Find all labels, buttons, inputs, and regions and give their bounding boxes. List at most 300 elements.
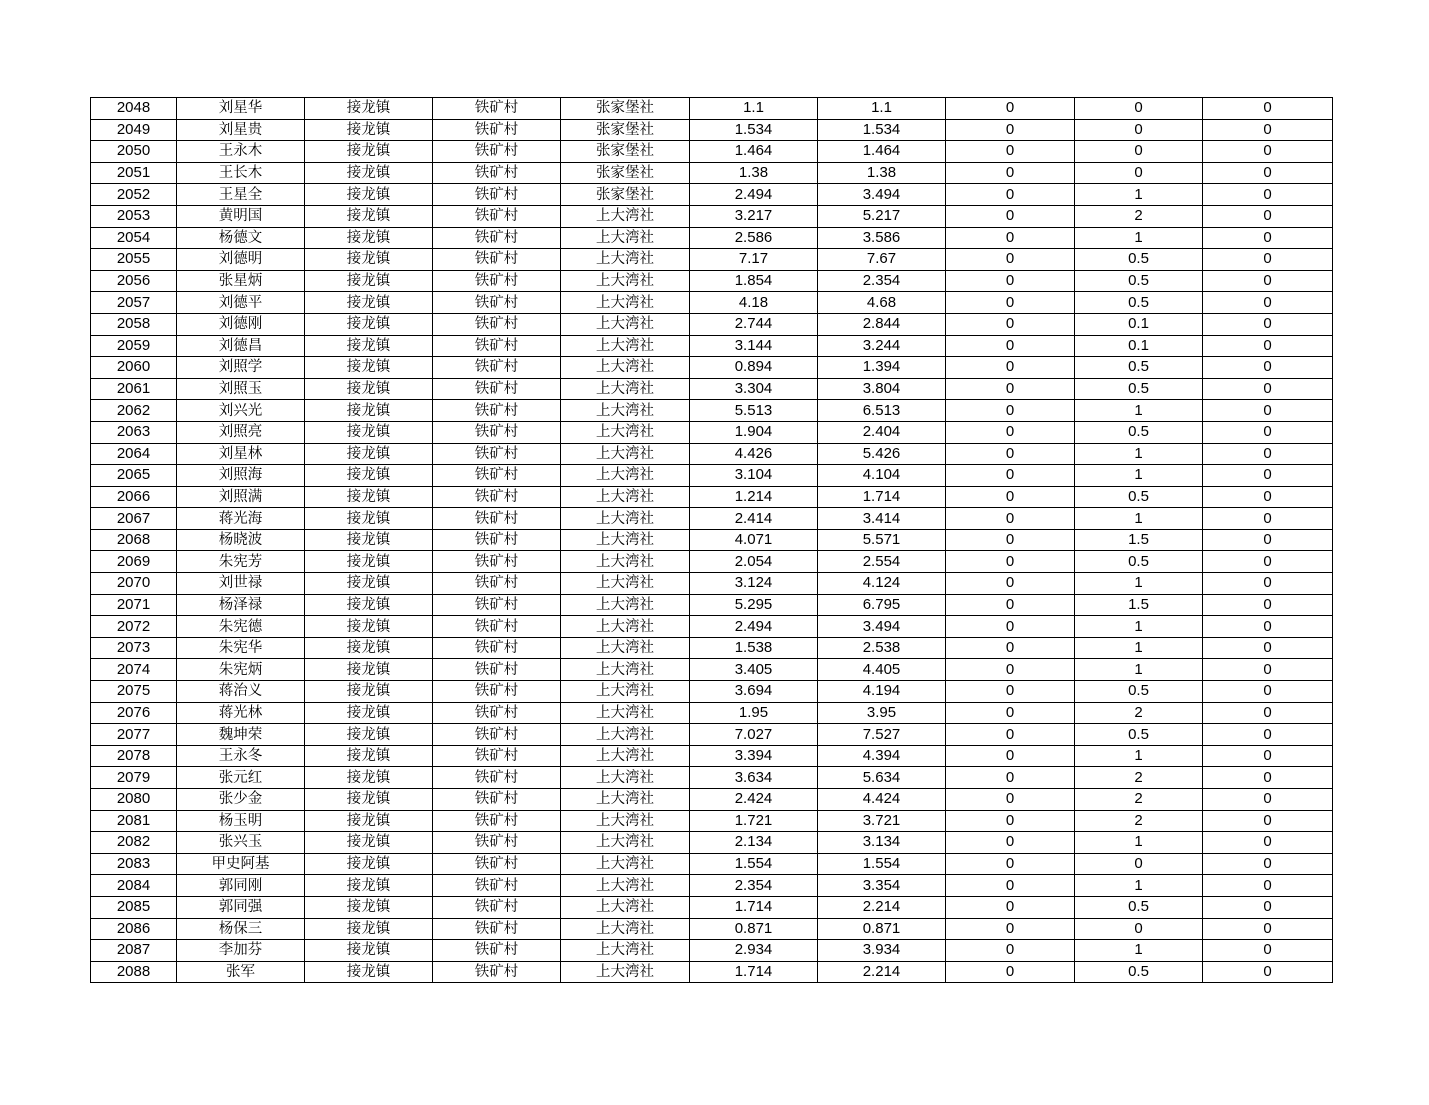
value4-cell: 0.5 xyxy=(1075,357,1203,379)
value5-cell: 0 xyxy=(1203,529,1333,551)
value5-cell: 0 xyxy=(1203,335,1333,357)
row-number-cell: 2077 xyxy=(91,724,177,746)
row-number-cell: 2079 xyxy=(91,767,177,789)
village-cell: 铁矿村 xyxy=(433,335,561,357)
name-cell: 魏坤荣 xyxy=(177,724,305,746)
value4-cell: 0.5 xyxy=(1075,681,1203,703)
value3-cell: 0 xyxy=(946,573,1075,595)
town-cell: 接龙镇 xyxy=(305,119,433,141)
row-number-cell: 2058 xyxy=(91,313,177,335)
group-cell: 上大湾社 xyxy=(561,335,690,357)
table-row xyxy=(91,249,1333,271)
row-number-cell: 2054 xyxy=(91,227,177,249)
value3-cell: 0 xyxy=(946,508,1075,530)
village-cell: 铁矿村 xyxy=(433,465,561,487)
value5-cell: 0 xyxy=(1203,896,1333,918)
group-cell: 上大湾社 xyxy=(561,249,690,271)
value3-cell: 0 xyxy=(946,292,1075,314)
name-cell: 刘德明 xyxy=(177,249,305,271)
value2-cell: 1.714 xyxy=(818,486,946,508)
value3-cell: 0 xyxy=(946,853,1075,875)
name-cell: 李加芬 xyxy=(177,940,305,962)
group-cell: 上大湾社 xyxy=(561,724,690,746)
name-cell: 刘世禄 xyxy=(177,573,305,595)
table-row xyxy=(91,702,1333,724)
value1-cell: 4.071 xyxy=(690,529,818,551)
group-cell: 上大湾社 xyxy=(561,421,690,443)
value1-cell: 0.871 xyxy=(690,918,818,940)
table-row xyxy=(91,292,1333,314)
town-cell: 接龙镇 xyxy=(305,767,433,789)
value4-cell: 0 xyxy=(1075,141,1203,163)
table-row xyxy=(91,508,1333,530)
name-cell: 朱宪芳 xyxy=(177,551,305,573)
village-cell: 铁矿村 xyxy=(433,313,561,335)
group-cell: 上大湾社 xyxy=(561,357,690,379)
value2-cell: 3.721 xyxy=(818,810,946,832)
value2-cell: 6.513 xyxy=(818,400,946,422)
table-row xyxy=(91,875,1333,897)
value2-cell: 7.67 xyxy=(818,249,946,271)
value2-cell: 2.404 xyxy=(818,421,946,443)
row-number-cell: 2073 xyxy=(91,637,177,659)
name-cell: 刘德昌 xyxy=(177,335,305,357)
value4-cell: 2 xyxy=(1075,702,1203,724)
value4-cell: 1 xyxy=(1075,659,1203,681)
name-cell: 张元红 xyxy=(177,767,305,789)
value1-cell: 1.554 xyxy=(690,853,818,875)
value4-cell: 0.5 xyxy=(1075,249,1203,271)
value3-cell: 0 xyxy=(946,659,1075,681)
value2-cell: 2.214 xyxy=(818,896,946,918)
town-cell: 接龙镇 xyxy=(305,335,433,357)
value5-cell: 0 xyxy=(1203,421,1333,443)
value3-cell: 0 xyxy=(946,875,1075,897)
town-cell: 接龙镇 xyxy=(305,896,433,918)
value4-cell: 0.5 xyxy=(1075,270,1203,292)
value2-cell: 6.795 xyxy=(818,594,946,616)
value1-cell: 1.1 xyxy=(690,98,818,120)
group-cell: 张家堡社 xyxy=(561,141,690,163)
group-cell: 上大湾社 xyxy=(561,205,690,227)
value2-cell: 4.68 xyxy=(818,292,946,314)
town-cell: 接龙镇 xyxy=(305,551,433,573)
value3-cell: 0 xyxy=(946,551,1075,573)
name-cell: 杨晓波 xyxy=(177,529,305,551)
table-row xyxy=(91,141,1333,163)
value2-cell: 4.424 xyxy=(818,789,946,811)
village-cell: 铁矿村 xyxy=(433,184,561,206)
row-number-cell: 2088 xyxy=(91,961,177,983)
village-cell: 铁矿村 xyxy=(433,508,561,530)
name-cell: 王永木 xyxy=(177,141,305,163)
value3-cell: 0 xyxy=(946,98,1075,120)
town-cell: 接龙镇 xyxy=(305,98,433,120)
name-cell: 蒋光海 xyxy=(177,508,305,530)
value4-cell: 2 xyxy=(1075,810,1203,832)
row-number-cell: 2067 xyxy=(91,508,177,530)
table-row xyxy=(91,529,1333,551)
name-cell: 王星全 xyxy=(177,184,305,206)
village-cell: 铁矿村 xyxy=(433,270,561,292)
value2-cell: 4.194 xyxy=(818,681,946,703)
town-cell: 接龙镇 xyxy=(305,940,433,962)
table-row xyxy=(91,616,1333,638)
village-cell: 铁矿村 xyxy=(433,853,561,875)
value5-cell: 0 xyxy=(1203,724,1333,746)
row-number-cell: 2083 xyxy=(91,853,177,875)
town-cell: 接龙镇 xyxy=(305,702,433,724)
table-row xyxy=(91,227,1333,249)
value2-cell: 2.354 xyxy=(818,270,946,292)
value4-cell: 0.5 xyxy=(1075,551,1203,573)
name-cell: 刘星林 xyxy=(177,443,305,465)
name-cell: 朱宪德 xyxy=(177,616,305,638)
town-cell: 接龙镇 xyxy=(305,486,433,508)
value5-cell: 0 xyxy=(1203,745,1333,767)
village-cell: 铁矿村 xyxy=(433,767,561,789)
town-cell: 接龙镇 xyxy=(305,918,433,940)
name-cell: 刘星华 xyxy=(177,98,305,120)
row-number-cell: 2081 xyxy=(91,810,177,832)
village-cell: 铁矿村 xyxy=(433,292,561,314)
value3-cell: 0 xyxy=(946,810,1075,832)
name-cell: 刘德刚 xyxy=(177,313,305,335)
value5-cell: 0 xyxy=(1203,637,1333,659)
value3-cell: 0 xyxy=(946,637,1075,659)
name-cell: 刘照学 xyxy=(177,357,305,379)
value1-cell: 2.494 xyxy=(690,616,818,638)
value2-cell: 1.1 xyxy=(818,98,946,120)
row-number-cell: 2061 xyxy=(91,378,177,400)
value5-cell: 0 xyxy=(1203,227,1333,249)
value1-cell: 2.744 xyxy=(690,313,818,335)
value5-cell: 0 xyxy=(1203,205,1333,227)
value4-cell: 2 xyxy=(1075,789,1203,811)
table-row xyxy=(91,745,1333,767)
value5-cell: 0 xyxy=(1203,681,1333,703)
value3-cell: 0 xyxy=(946,940,1075,962)
name-cell: 杨玉明 xyxy=(177,810,305,832)
group-cell: 上大湾社 xyxy=(561,832,690,854)
value4-cell: 1 xyxy=(1075,940,1203,962)
value1-cell: 3.304 xyxy=(690,378,818,400)
value3-cell: 0 xyxy=(946,162,1075,184)
value3-cell: 0 xyxy=(946,184,1075,206)
row-number-cell: 2084 xyxy=(91,875,177,897)
value4-cell: 0.5 xyxy=(1075,724,1203,746)
value5-cell: 0 xyxy=(1203,918,1333,940)
village-cell: 铁矿村 xyxy=(433,357,561,379)
town-cell: 接龙镇 xyxy=(305,724,433,746)
value2-cell: 2.554 xyxy=(818,551,946,573)
table-row xyxy=(91,767,1333,789)
value3-cell: 0 xyxy=(946,789,1075,811)
value5-cell: 0 xyxy=(1203,249,1333,271)
value1-cell: 1.714 xyxy=(690,896,818,918)
village-cell: 铁矿村 xyxy=(433,789,561,811)
value4-cell: 1 xyxy=(1075,465,1203,487)
name-cell: 张星炳 xyxy=(177,270,305,292)
value2-cell: 1.464 xyxy=(818,141,946,163)
row-number-cell: 2075 xyxy=(91,681,177,703)
value5-cell: 0 xyxy=(1203,357,1333,379)
value4-cell: 1 xyxy=(1075,832,1203,854)
village-cell: 铁矿村 xyxy=(433,486,561,508)
value1-cell: 1.714 xyxy=(690,961,818,983)
town-cell: 接龙镇 xyxy=(305,357,433,379)
value1-cell: 3.124 xyxy=(690,573,818,595)
value1-cell: 1.538 xyxy=(690,637,818,659)
town-cell: 接龙镇 xyxy=(305,270,433,292)
name-cell: 刘德平 xyxy=(177,292,305,314)
value1-cell: 1.95 xyxy=(690,702,818,724)
table-row xyxy=(91,184,1333,206)
value1-cell: 5.295 xyxy=(690,594,818,616)
village-cell: 铁矿村 xyxy=(433,681,561,703)
value3-cell: 0 xyxy=(946,681,1075,703)
value3-cell: 0 xyxy=(946,249,1075,271)
value5-cell: 0 xyxy=(1203,508,1333,530)
value1-cell: 3.405 xyxy=(690,659,818,681)
name-cell: 刘照满 xyxy=(177,486,305,508)
group-cell: 上大湾社 xyxy=(561,443,690,465)
row-number-cell: 2069 xyxy=(91,551,177,573)
value3-cell: 0 xyxy=(946,119,1075,141)
value3-cell: 0 xyxy=(946,529,1075,551)
name-cell: 张少金 xyxy=(177,789,305,811)
village-cell: 铁矿村 xyxy=(433,724,561,746)
group-cell: 上大湾社 xyxy=(561,486,690,508)
value3-cell: 0 xyxy=(946,205,1075,227)
value4-cell: 0.1 xyxy=(1075,335,1203,357)
table-row xyxy=(91,810,1333,832)
group-cell: 上大湾社 xyxy=(561,875,690,897)
group-cell: 上大湾社 xyxy=(561,313,690,335)
name-cell: 甲史阿基 xyxy=(177,853,305,875)
table-row xyxy=(91,896,1333,918)
name-cell: 刘照海 xyxy=(177,465,305,487)
table-row xyxy=(91,421,1333,443)
town-cell: 接龙镇 xyxy=(305,529,433,551)
value1-cell: 3.104 xyxy=(690,465,818,487)
value3-cell: 0 xyxy=(946,270,1075,292)
value2-cell: 3.414 xyxy=(818,508,946,530)
village-cell: 铁矿村 xyxy=(433,659,561,681)
village-cell: 铁矿村 xyxy=(433,421,561,443)
value3-cell: 0 xyxy=(946,724,1075,746)
row-number-cell: 2074 xyxy=(91,659,177,681)
value3-cell: 0 xyxy=(946,745,1075,767)
name-cell: 刘照玉 xyxy=(177,378,305,400)
group-cell: 上大湾社 xyxy=(561,637,690,659)
group-cell: 张家堡社 xyxy=(561,119,690,141)
value4-cell: 0 xyxy=(1075,853,1203,875)
value4-cell: 1.5 xyxy=(1075,594,1203,616)
village-cell: 铁矿村 xyxy=(433,400,561,422)
village-cell: 铁矿村 xyxy=(433,832,561,854)
value2-cell: 3.134 xyxy=(818,832,946,854)
village-cell: 铁矿村 xyxy=(433,875,561,897)
name-cell: 郭同刚 xyxy=(177,875,305,897)
group-cell: 上大湾社 xyxy=(561,789,690,811)
value5-cell: 0 xyxy=(1203,270,1333,292)
village-cell: 铁矿村 xyxy=(433,616,561,638)
value5-cell: 0 xyxy=(1203,616,1333,638)
value3-cell: 0 xyxy=(946,767,1075,789)
name-cell: 张兴玉 xyxy=(177,832,305,854)
value4-cell: 0 xyxy=(1075,98,1203,120)
table-row xyxy=(91,832,1333,854)
name-cell: 王长木 xyxy=(177,162,305,184)
row-number-cell: 2048 xyxy=(91,98,177,120)
row-number-cell: 2065 xyxy=(91,465,177,487)
value5-cell: 0 xyxy=(1203,141,1333,163)
value1-cell: 1.904 xyxy=(690,421,818,443)
row-number-cell: 2086 xyxy=(91,918,177,940)
name-cell: 杨德文 xyxy=(177,227,305,249)
value2-cell: 3.934 xyxy=(818,940,946,962)
value1-cell: 2.424 xyxy=(690,789,818,811)
value5-cell: 0 xyxy=(1203,378,1333,400)
village-cell: 铁矿村 xyxy=(433,573,561,595)
town-cell: 接龙镇 xyxy=(305,616,433,638)
value5-cell: 0 xyxy=(1203,313,1333,335)
value2-cell: 5.634 xyxy=(818,767,946,789)
value5-cell: 0 xyxy=(1203,789,1333,811)
value4-cell: 1 xyxy=(1075,616,1203,638)
value4-cell: 1 xyxy=(1075,637,1203,659)
value1-cell: 2.414 xyxy=(690,508,818,530)
town-cell: 接龙镇 xyxy=(305,378,433,400)
value5-cell: 0 xyxy=(1203,98,1333,120)
value5-cell: 0 xyxy=(1203,184,1333,206)
table-row xyxy=(91,378,1333,400)
value4-cell: 1 xyxy=(1075,745,1203,767)
value3-cell: 0 xyxy=(946,702,1075,724)
value3-cell: 0 xyxy=(946,313,1075,335)
row-number-cell: 2072 xyxy=(91,616,177,638)
table-row xyxy=(91,486,1333,508)
value3-cell: 0 xyxy=(946,832,1075,854)
village-cell: 铁矿村 xyxy=(433,529,561,551)
value5-cell: 0 xyxy=(1203,162,1333,184)
village-cell: 铁矿村 xyxy=(433,918,561,940)
group-cell: 上大湾社 xyxy=(561,745,690,767)
town-cell: 接龙镇 xyxy=(305,810,433,832)
row-number-cell: 2060 xyxy=(91,357,177,379)
value1-cell: 1.38 xyxy=(690,162,818,184)
group-cell: 上大湾社 xyxy=(561,465,690,487)
group-cell: 上大湾社 xyxy=(561,227,690,249)
value5-cell: 0 xyxy=(1203,810,1333,832)
table-row xyxy=(91,98,1333,120)
value1-cell: 3.634 xyxy=(690,767,818,789)
value1-cell: 4.18 xyxy=(690,292,818,314)
table-row xyxy=(91,313,1333,335)
row-number-cell: 2087 xyxy=(91,940,177,962)
village-cell: 铁矿村 xyxy=(433,205,561,227)
table-row xyxy=(91,594,1333,616)
value4-cell: 1 xyxy=(1075,875,1203,897)
village-cell: 铁矿村 xyxy=(433,249,561,271)
table-row xyxy=(91,573,1333,595)
value3-cell: 0 xyxy=(946,443,1075,465)
value1-cell: 0.894 xyxy=(690,357,818,379)
town-cell: 接龙镇 xyxy=(305,594,433,616)
town-cell: 接龙镇 xyxy=(305,162,433,184)
name-cell: 黄明国 xyxy=(177,205,305,227)
row-number-cell: 2050 xyxy=(91,141,177,163)
group-cell: 上大湾社 xyxy=(561,659,690,681)
table-row xyxy=(91,961,1333,983)
table-row xyxy=(91,357,1333,379)
group-cell: 张家堡社 xyxy=(561,98,690,120)
value3-cell: 0 xyxy=(946,896,1075,918)
table-row xyxy=(91,918,1333,940)
row-number-cell: 2062 xyxy=(91,400,177,422)
value2-cell: 7.527 xyxy=(818,724,946,746)
village-cell: 铁矿村 xyxy=(433,810,561,832)
value1-cell: 2.586 xyxy=(690,227,818,249)
name-cell: 朱宪华 xyxy=(177,637,305,659)
value1-cell: 2.494 xyxy=(690,184,818,206)
value5-cell: 0 xyxy=(1203,486,1333,508)
value5-cell: 0 xyxy=(1203,832,1333,854)
value1-cell: 3.144 xyxy=(690,335,818,357)
value2-cell: 2.214 xyxy=(818,961,946,983)
value2-cell: 4.394 xyxy=(818,745,946,767)
table-row xyxy=(91,724,1333,746)
value4-cell: 1 xyxy=(1075,508,1203,530)
village-cell: 铁矿村 xyxy=(433,745,561,767)
value4-cell: 1 xyxy=(1075,573,1203,595)
town-cell: 接龙镇 xyxy=(305,745,433,767)
value2-cell: 3.354 xyxy=(818,875,946,897)
value2-cell: 1.394 xyxy=(818,357,946,379)
value3-cell: 0 xyxy=(946,594,1075,616)
town-cell: 接龙镇 xyxy=(305,832,433,854)
group-cell: 张家堡社 xyxy=(561,184,690,206)
row-number-cell: 2055 xyxy=(91,249,177,271)
town-cell: 接龙镇 xyxy=(305,853,433,875)
village-cell: 铁矿村 xyxy=(433,119,561,141)
value2-cell: 5.217 xyxy=(818,205,946,227)
value1-cell: 1.534 xyxy=(690,119,818,141)
town-cell: 接龙镇 xyxy=(305,961,433,983)
value4-cell: 1 xyxy=(1075,443,1203,465)
group-cell: 上大湾社 xyxy=(561,616,690,638)
name-cell: 王永冬 xyxy=(177,745,305,767)
town-cell: 接龙镇 xyxy=(305,789,433,811)
value2-cell: 4.104 xyxy=(818,465,946,487)
group-cell: 上大湾社 xyxy=(561,378,690,400)
value3-cell: 0 xyxy=(946,378,1075,400)
value4-cell: 0.5 xyxy=(1075,378,1203,400)
value1-cell: 2.054 xyxy=(690,551,818,573)
value1-cell: 1.464 xyxy=(690,141,818,163)
row-number-cell: 2066 xyxy=(91,486,177,508)
town-cell: 接龙镇 xyxy=(305,573,433,595)
table-row xyxy=(91,659,1333,681)
value1-cell: 3.694 xyxy=(690,681,818,703)
value1-cell: 1.854 xyxy=(690,270,818,292)
village-cell: 铁矿村 xyxy=(433,227,561,249)
row-number-cell: 2085 xyxy=(91,896,177,918)
town-cell: 接龙镇 xyxy=(305,249,433,271)
row-number-cell: 2053 xyxy=(91,205,177,227)
value1-cell: 5.513 xyxy=(690,400,818,422)
